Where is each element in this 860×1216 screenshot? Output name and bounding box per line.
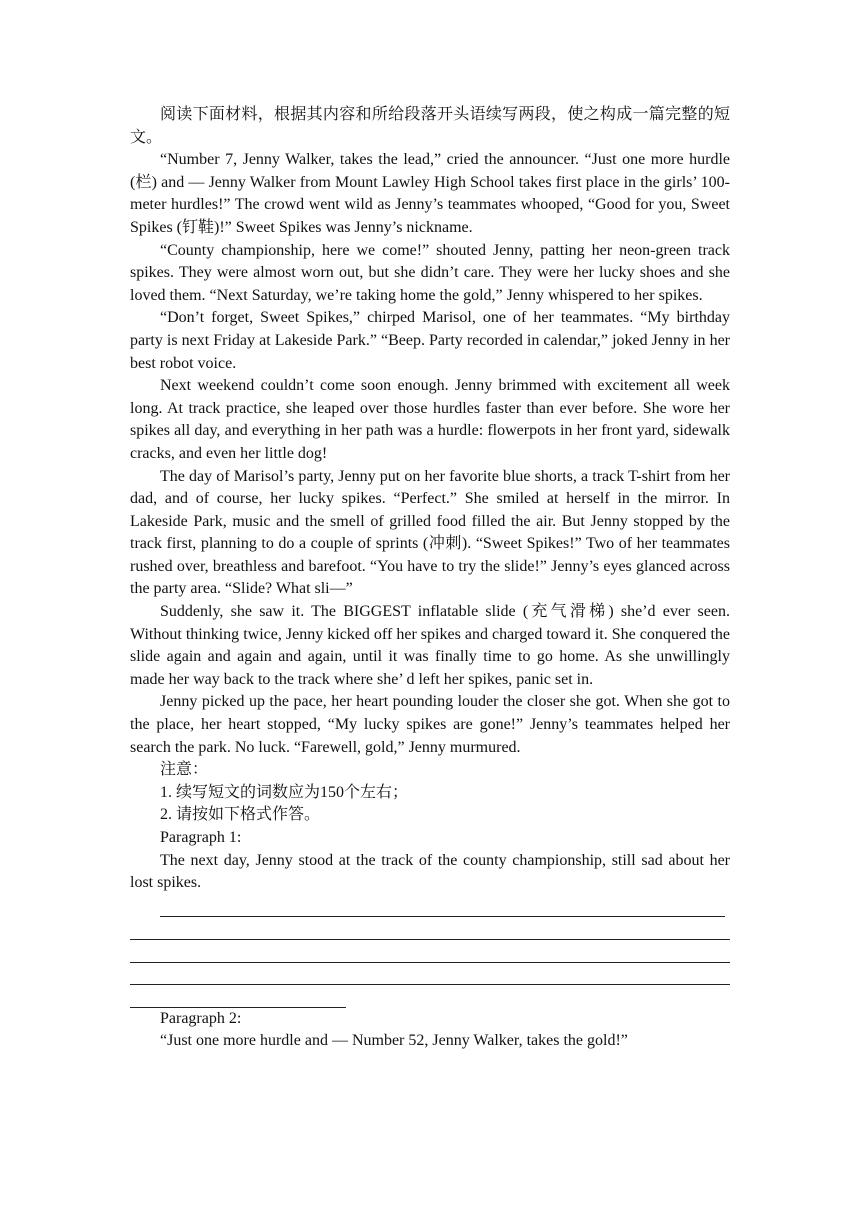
paragraph-2-opening: “Just one more hurdle and — Number 52, Jenny Walker, takes the gold!”: [160, 1032, 628, 1050]
story-paragraph-6: Suddenly, she saw it. The BIGGEST inflatable slide (充气滑梯) she’d ever seen. Without thinking twice, Jenny kicked off her spikes and charged toward it. She conquered the slide again and again and again, until it was finally time to go home. As she unwillingly made her way back to the track where she’ d left her spikes, panic set in.: [130, 603, 730, 688]
story-paragraph-5: The day of Marisol’s party, Jenny put on her favorite blue shorts, a track T-shirt from her dad, and of course, her lucky spikes. “Perfect.” She smiled at herself in the mirror. In Lakeside Park, music and the smell of grilled food filled the air. But Jenny stopped by the track first, planning to do a couple of sprints (冲刺). “Sweet Spikes!” Two of her teammates rushed over, breathless and barefoot. “You have to try the slide!” Jenny’s eyes glanced across the party area. “Slide? What sli—”: [130, 467, 730, 598]
answer-line[interactable]: [130, 985, 346, 1008]
paragraph-1-label: Paragraph 1:: [160, 829, 242, 846]
note-item-1: 1. 续写短文的词数应为150个左右；: [160, 783, 409, 801]
story-paragraph-4: Next weekend couldn’t come soon enough. Jenny brimmed with excitement all week long. At track practice, she leaped over those hurdles faster than ever before. She wore her spikes all day, and everything in her path was a hurdle: flowerpots in her front yard, sidewalk cracks, and even her little dog!: [130, 377, 730, 462]
note-item-2: 2. 请按如下格式作答。: [160, 806, 321, 824]
paragraph-1-opening: The next day, Jenny stood at the track of the county championship, still sad about her lost spikes.: [130, 851, 730, 892]
story-paragraph-2: “County championship, here we come!” shouted Jenny, patting her neon-green track spikes. They were almost worn out, but she didn’t care. They were her lucky shoes and she loved them. “Next Saturday, we’re taking home the gold,” Jenny whispered to her spikes.: [130, 241, 730, 304]
answer-line[interactable]: [130, 963, 730, 986]
paragraph-2-label: Paragraph 2:: [160, 1009, 242, 1027]
answer-line[interactable]: [130, 940, 730, 963]
notes-heading: 注意：: [160, 761, 209, 779]
story-paragraph-1: “Number 7, Jenny Walker, takes the lead,” cried the announcer. “Just one more hurdle (栏) and — Jenny Walker from Mount Lawley High School takes first place in the girls’ 100-meter hurdles!” The crowd went wild as Jenny’s teammates whooped, “Good for you, Sweet Spikes (钉鞋)!” Sweet Spikes was Jenny’s nickname.: [130, 151, 731, 236]
document-body: [130, 104, 730, 1053]
answer-line[interactable]: [130, 917, 730, 940]
answer-line[interactable]: [160, 895, 725, 918]
instruction-text: 阅读下面材料，根据其内容和所给段落开头语续写两段，使之构成一篇完整的短文。: [130, 106, 730, 146]
story-paragraph-7: Jenny picked up the pace, her heart pounding louder the closer she got. When she got to the place, her heart stopped, “My lucky spikes are gone!” Jenny’s teammates helped her search the park. No luck. “Farewell, gold,” Jenny murmured.: [130, 693, 730, 756]
story-paragraph-3: “Don’t forget, Sweet Spikes,” chirped Marisol, one of her teammates. “My birthday party is next Friday at Lakeside Park.” “Beep. Party recorded in calendar,” joked Jenny in her best robot voice.: [130, 309, 730, 372]
